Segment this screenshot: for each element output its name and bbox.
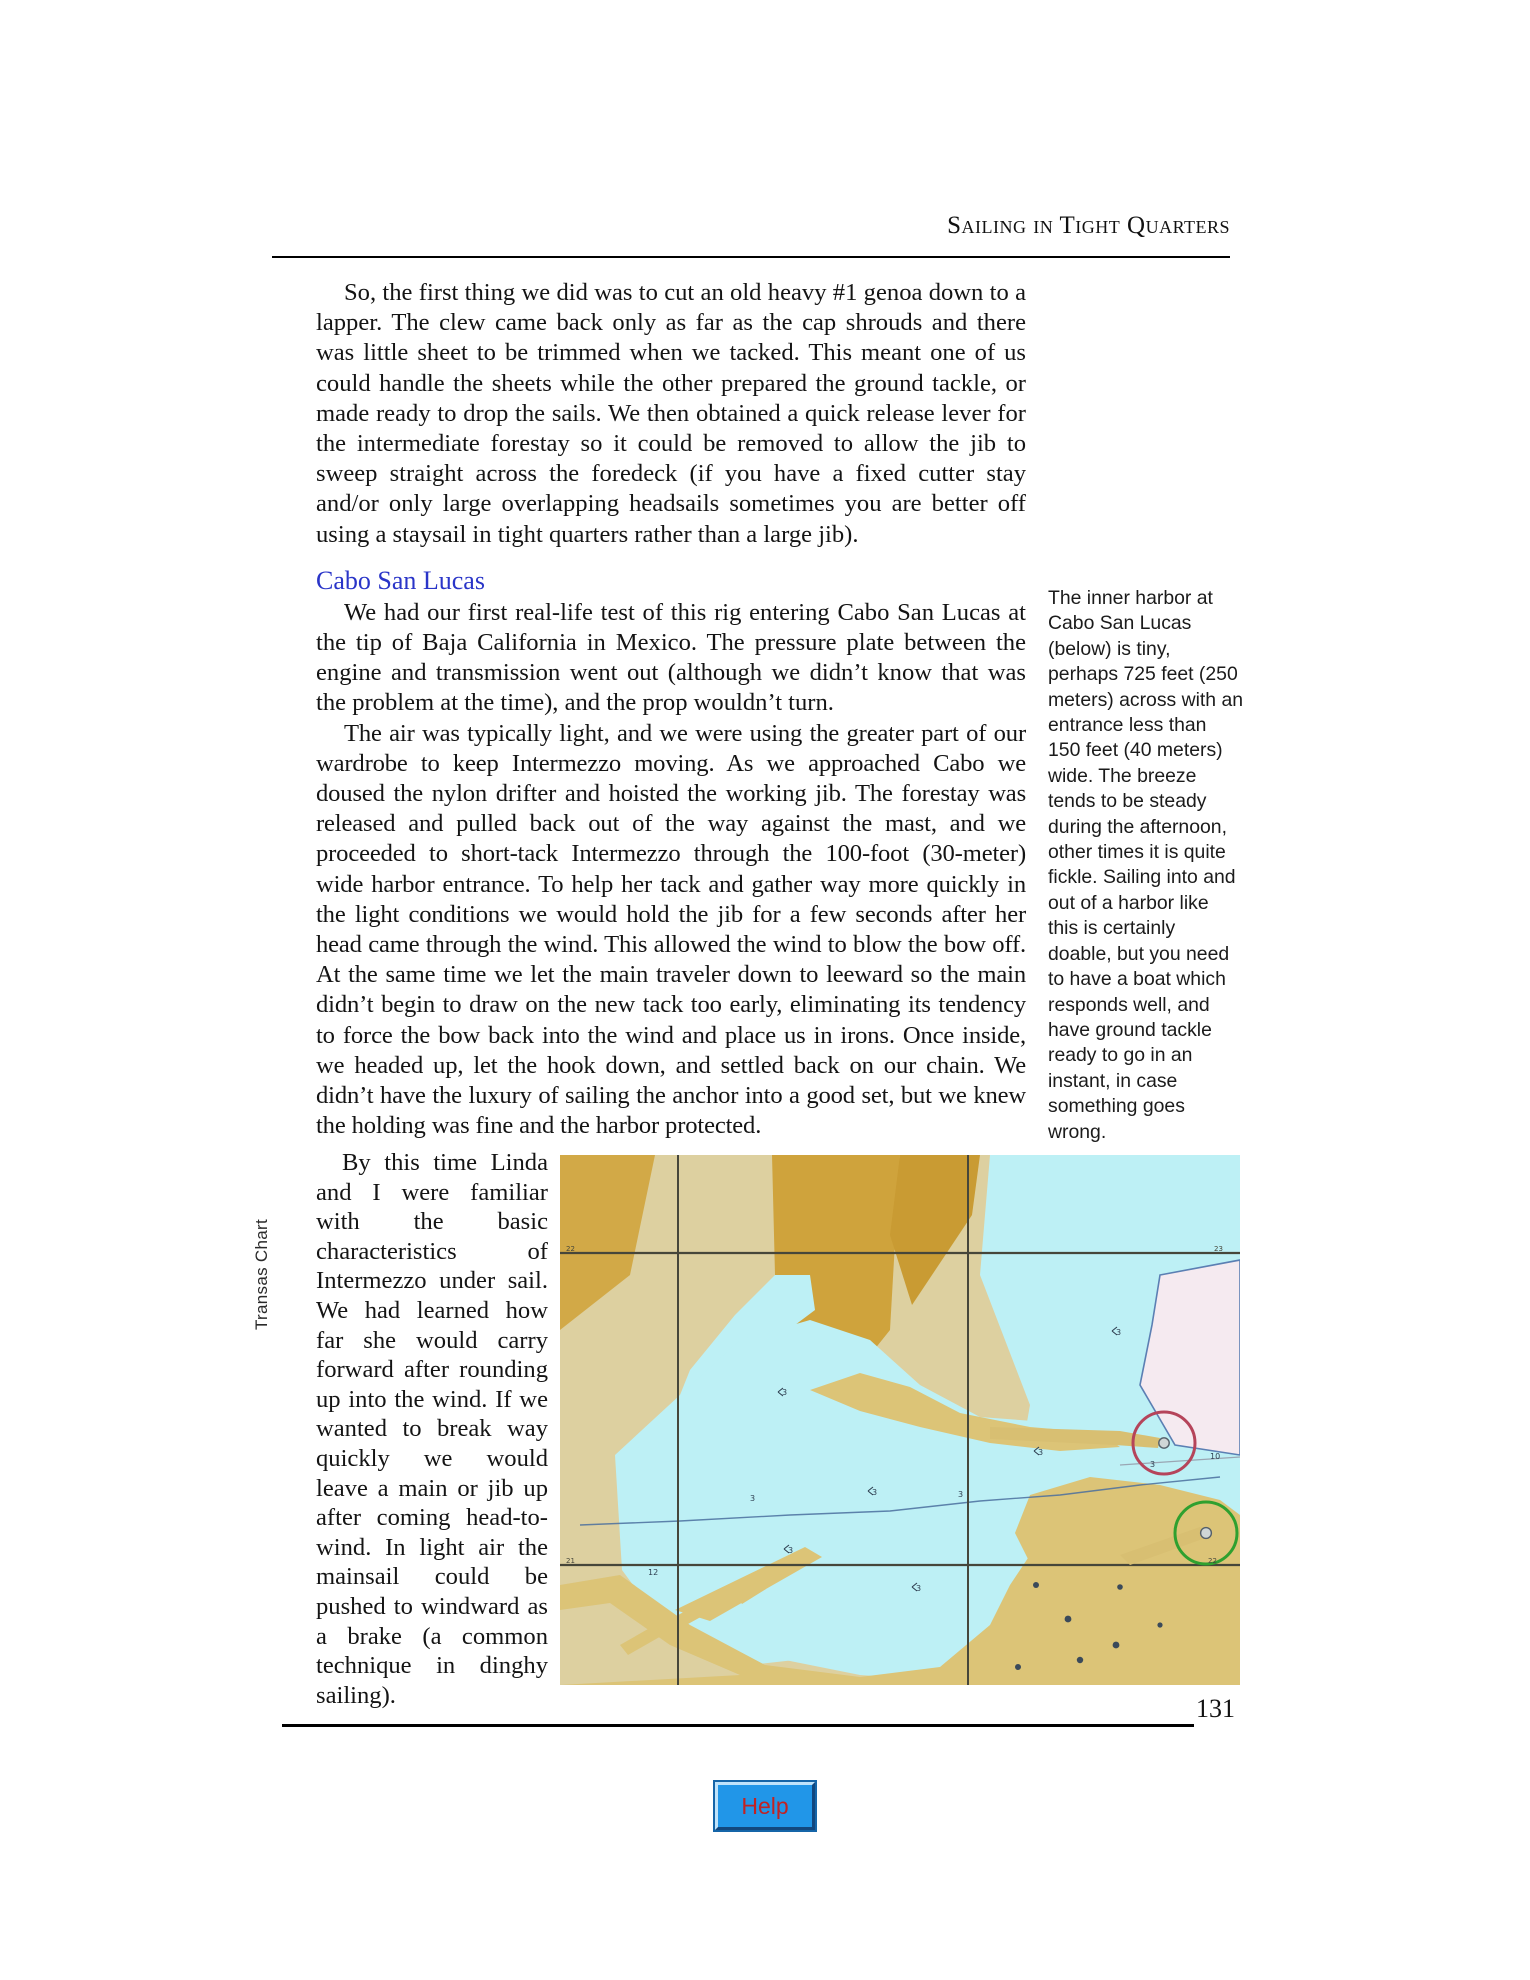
header-rule — [272, 256, 1230, 258]
svg-text:10: 10 — [1210, 1452, 1221, 1461]
svg-text:21: 21 — [566, 1557, 575, 1565]
page-number: 131 — [1196, 1694, 1235, 1723]
section-heading: Cabo San Lucas — [316, 565, 485, 595]
footer-rule — [282, 1724, 1194, 1727]
main-text-column — [316, 278, 1026, 1141]
svg-text:3: 3 — [916, 1584, 922, 1593]
margin-caption: The inner harbor at Cabo San Lucas (below) is tiny, perhaps 725 feet (250 meters) across with an entrance less than 150 feet (40 meters) wide. The breeze tends to be steady during the afternoon, other times it is quite fickle. Sailing into and out of a harbor like this is certainly doable, but you need to have a boat which responds well, and have ground tackle ready to go in an instant, in case something goes wrong. — [1048, 587, 1244, 1143]
svg-text:3: 3 — [1150, 1460, 1156, 1469]
svg-text:3: 3 — [1116, 1328, 1122, 1337]
svg-text:3: 3 — [788, 1546, 794, 1555]
paragraph-1: So, the first thing we did was to cut an old heavy #1 genoa down to a lapper. The clew came back only as far as the cap shrouds and there was little sheet to be trimmed when we tacked. This meant one of us could handle the sheets while the other prepared the ground tackle, or made ready to drop the sails. We then obtained a quick release lever for the intermediate forestay so it could be removed to allow the jib to sweep straight across the foredeck (if you have a fixed cutter stay and/or only large overlapping headsails sometimes you are better off using a staysail in tight quarters rather than a large jib). — [316, 279, 1026, 548]
svg-text:23: 23 — [1214, 1245, 1223, 1253]
svg-text:3: 3 — [782, 1388, 788, 1397]
running-head: Sailing in Tight Quarters — [947, 212, 1230, 239]
figure-credit: Transas Chart — [252, 1219, 271, 1330]
help-button-bar — [0, 1782, 1530, 1830]
svg-text:12: 12 — [648, 1568, 659, 1577]
paragraph-3: The air was typically light, and we were using the greater part of our wardrobe to keep Intermezzo moving. As we approached Cabo we doused the nylon drifter and hoisted the working jib. The forestay was released and pulled back out of the way against the mast, and we proceeded to short-tack Intermezzo through the 100-foot (30-meter) wide harbor entrance. To help her tack and gather way more quickly in the light conditions we would hold the jib for a few seconds after her head came through the wind. This allowed the wind to blow the bow off. At the same time we let the main traveler down to leeward so the main didn’t begin to draw on the new tack too early, eliminating its tendency to force the bow back into the wind and place us in irons. Once inside, we headed up, let the hook down, and settled back on our chain. We didn’t have the luxury of sailing the anchor into a good set, but we knew the holding was fine and the harbor protected. — [316, 719, 1026, 1140]
paragraph-2: We had our first real-life test of this rig entering Cabo San Lucas at the tip of Baja California in Mexico. The pressure plate between the engine and transmission went out (although we didn’t know that was the problem at the time), and the prop wouldn’t turn. — [316, 598, 1026, 717]
svg-text:3: 3 — [750, 1494, 756, 1503]
help-button[interactable]: Help — [715, 1782, 815, 1830]
svg-text:3: 3 — [958, 1490, 964, 1499]
svg-text:22: 22 — [1208, 1557, 1217, 1565]
paragraph-4: By this time Linda and I were familiar with the basic characteristics of Intermezzo under sail. We had learned how far she would carry forward after rounding up into the wind. If we wanted to break way quickly we would leave a main or jib up after coming head-to-wind. In light air the mainsail could be pushed to windward as a brake (a common technique in dinghy sailing). — [316, 1149, 548, 1709]
svg-text:22: 22 — [566, 1245, 575, 1253]
chart-graphic — [560, 1155, 1240, 1685]
svg-text:3: 3 — [872, 1488, 878, 1497]
nautical-chart-figure — [560, 1155, 1240, 1685]
svg-text:3: 3 — [1038, 1448, 1044, 1457]
